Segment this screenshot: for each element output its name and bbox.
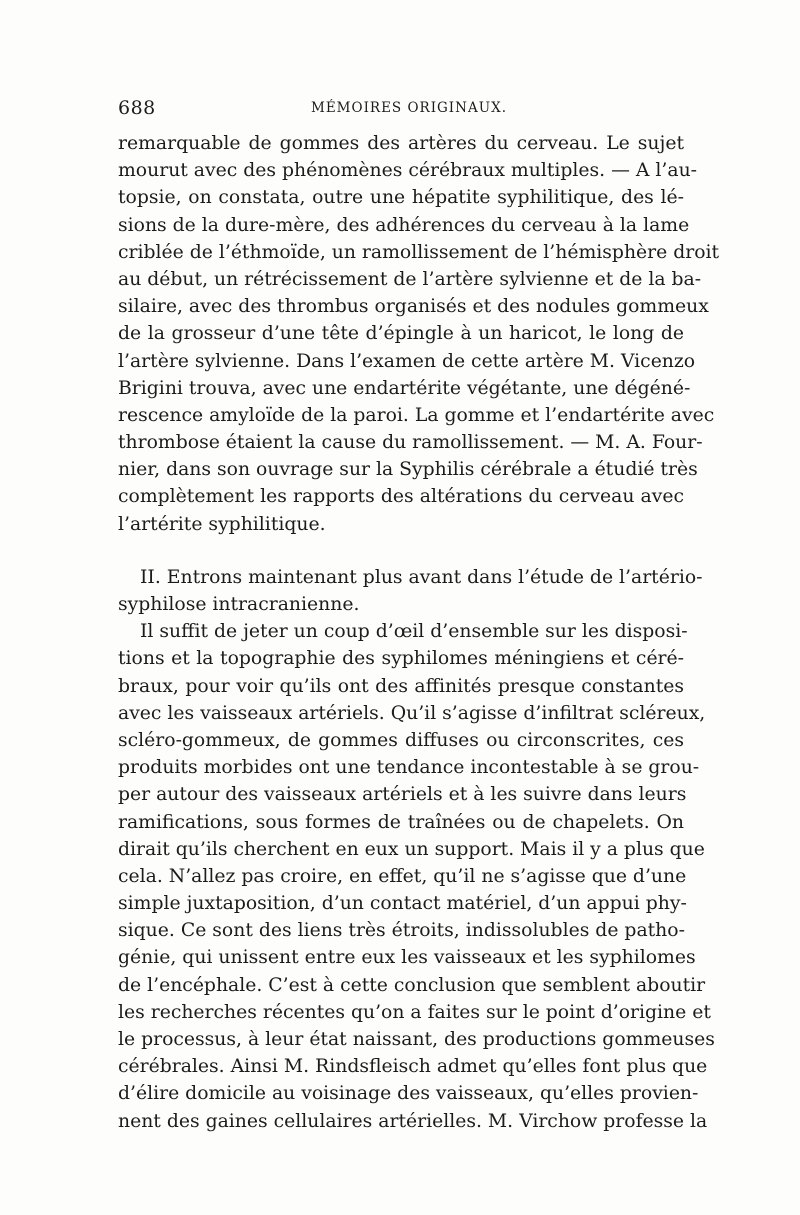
text-line: l’artérite syphilitique.	[118, 513, 326, 535]
text-line: scléro-gommeux, de gommes diffuses ou circonscrites, ces	[118, 729, 684, 751]
text-line: dirait qu’ils cherchent en eux un support. Mais il y a plus que	[118, 838, 705, 860]
text-line: d’élire domicile au voisinage des vaisseaux, qu’elles provien-	[118, 1083, 699, 1105]
text-line: le processus, à leur état naissant, des productions gommeuses	[118, 1029, 715, 1050]
text-line: cérébrales. Ainsi M. Rindsfleisch admet qu’elles font plus que	[118, 1056, 708, 1078]
text-line: nent des gaines cellulaires artérielles. M. Virchow professe la	[118, 1110, 708, 1132]
paragraph-gap	[118, 538, 684, 564]
text-line: sions de la dure-mère, des adhérences du cerveau à la lame	[118, 214, 690, 236]
text-line: nier, dans son ouvrage sur la Syphilis cérébrale a étudié très	[118, 459, 698, 481]
text-line: sique. Ce sont des liens très étroits, indissolubles de patho-	[118, 920, 685, 942]
page-number: 688	[118, 97, 156, 119]
text-line: génie, qui unissent entre eux les vaisseaux et les syphilomes	[118, 947, 696, 969]
text-line: ramifications, sous formes de traînées ou de chapelets. On	[118, 811, 684, 833]
paragraph-continuation	[118, 130, 720, 538]
text-line: complètement les rapports des altérations du cerveau avec	[118, 486, 684, 508]
text-line: cela. N’allez pas croire, en effet, qu’il ne s’agisse que d’une	[118, 865, 687, 887]
text-line: de l’encéphale. C’est à cette conclusion que semblent aboutir	[118, 974, 706, 996]
text-line: Brigini trouva, avec une endartérite végétante, une dégéné-	[118, 377, 691, 399]
text-line: thrombose étaient la cause du ramollissement. — M. A. Four-	[118, 432, 703, 454]
text-line: mourut avec des phénomènes cérébraux multiples. — A l’au-	[118, 160, 698, 182]
text-line: au début, un rétrécissement de l’artère sylvienne et de la ba-	[118, 268, 702, 290]
text-line: de la grosseur d’une tête d’épingle à un haricot, le long de	[118, 323, 684, 345]
text-line: topsie, on constata, outre une hépatite syphilitique, des lé-	[118, 187, 684, 209]
text-line: II. Entrons maintenant plus avant dans l’étude de l’artério-	[140, 566, 703, 588]
text-line: criblée de l’éthmoïde, un ramollissement de l’hémisphère droit	[118, 241, 720, 263]
page-header	[118, 97, 684, 121]
text-line: tions et la topographie des syphilomes méningiens et céré-	[118, 648, 684, 670]
text-line: rescence amyloïde de la paroi. La gomme et l’endartérite avec	[118, 404, 715, 426]
section-paragraph	[118, 564, 703, 618]
text-line: avec les vaisseaux artériels. Qu’il s’agisse d’infiltrat scléreux,	[118, 702, 706, 724]
text-line: l’artère sylvienne. Dans l’examen de cette artère M. Vicenzo	[118, 350, 696, 372]
running-title: MÉMOIRES ORIGINAUX.	[311, 100, 507, 116]
paragraph	[118, 618, 715, 1135]
text-line: silaire, avec des thrombus organisés et des nodules gommeux	[118, 296, 709, 318]
body-text	[118, 130, 720, 1135]
text-line: produits morbides ont une tendance incontestable à se grou-	[118, 757, 700, 779]
text-line: braux, pour voir qu’ils ont des affinités presque constantes	[118, 675, 684, 697]
text-line: syphilose intracranienne.	[118, 594, 360, 615]
text-line: Il suffit de jeter un coup d’œil d’ensemble sur les disposi-	[140, 621, 688, 643]
text-line: les recherches récentes qu’on a faites sur le point d’origine et	[118, 1001, 711, 1023]
text-line: per autour des vaisseaux artériels et à les suivre dans leurs	[118, 784, 687, 806]
text-line: remarquable de gommes des artères du cerveau. Le sujet	[118, 133, 684, 154]
text-line: simple juxtaposition, d’un contact matériel, d’un appui phy-	[118, 893, 687, 915]
